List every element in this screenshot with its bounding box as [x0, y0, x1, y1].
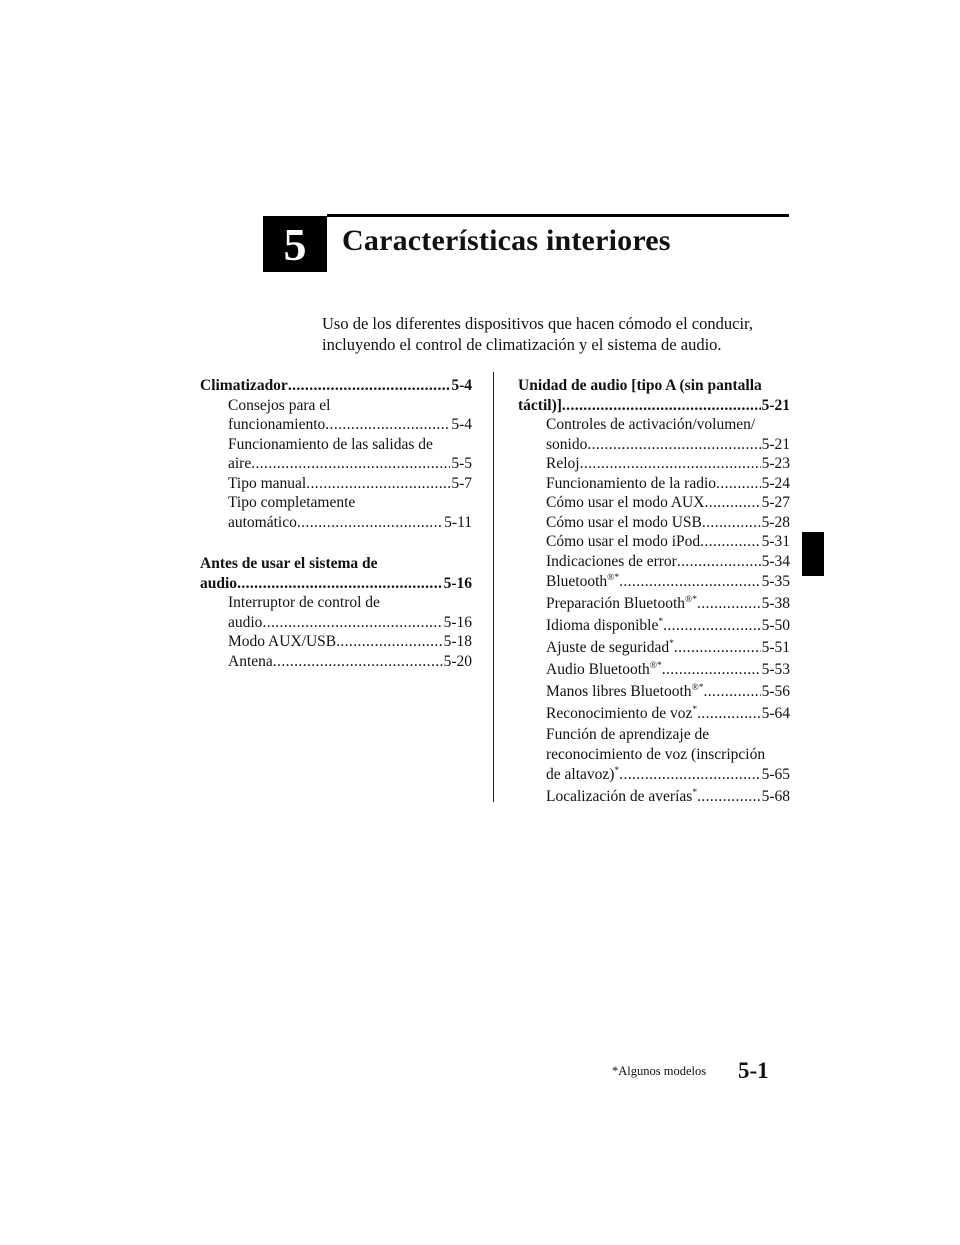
toc-entry-unidad[interactable]: táctil)] ..... 5-21 — [518, 396, 790, 416]
toc-right-column — [518, 376, 790, 808]
chapter-side-tab — [802, 532, 824, 576]
footnote-mark: ®* — [691, 683, 704, 693]
chapter-title: Características interiores — [342, 224, 671, 257]
toc-entry-unidad-line1[interactable]: Unidad de audio [tipo A (sin pantalla — [518, 377, 762, 394]
toc-entry-antes[interactable]: audio ..... 5-16 — [200, 574, 472, 594]
toc-entry-seguridad[interactable]: Ajuste de seguridad* ..... 5-51 — [518, 637, 790, 659]
footnote-algunos-modelos: *Algunos modelos — [612, 1064, 707, 1078]
toc-entry-tipo-auto[interactable]: automático ..... 5-11 — [200, 513, 472, 533]
toc-entry-idioma[interactable]: Idioma disponible* ..... 5-50 — [518, 615, 790, 637]
footnote-mark: ®* — [685, 595, 697, 605]
toc-entry-averias[interactable]: Localización de averías* ..... 5-68 — [518, 786, 790, 808]
toc-entry-preparacion-bluetooth[interactable]: Preparación Bluetooth®* ..... 5-38 — [518, 593, 790, 615]
toc-entry-aprendizaje-line2[interactable]: reconocimiento de voz (inscripción — [546, 745, 766, 763]
toc-entry-salidas-line1[interactable]: Funcionamiento de las salidas de — [228, 435, 433, 453]
intro-line: Uso de los diferentes dispositivos que hacen cómodo el conducir, — [322, 314, 753, 333]
toc-section-climatizador — [200, 376, 472, 532]
toc-entry-controles-line1[interactable]: Controles de activación/volumen/ — [546, 416, 756, 433]
footnote-mark: * — [614, 766, 620, 776]
chapter-intro — [322, 313, 792, 355]
footnote-mark: * — [658, 617, 664, 627]
toc-entry-audio-bluetooth[interactable]: Audio Bluetooth®* ..... 5-53 — [518, 659, 790, 681]
toc-entry-interruptor-line1[interactable]: Interruptor de control de — [228, 594, 380, 611]
toc-entry-antena[interactable]: Antena ..... 5-20 — [200, 652, 472, 672]
footnote-mark: * — [669, 639, 674, 649]
toc-entry-antes-line1[interactable]: Antes de usar el sistema de — [200, 555, 378, 572]
chapter-number: 5 — [283, 218, 307, 270]
toc-entry-radio[interactable]: Funcionamiento de la radio ..... 5-24 — [518, 474, 790, 494]
toc-entry-ipod[interactable]: Cómo usar el modo iPod ..... 5-31 — [518, 532, 790, 552]
toc-entry-reconocimiento-voz[interactable]: Reconocimiento de voz* ..... 5-64 — [518, 703, 790, 725]
page-number: 5-1 — [738, 1058, 769, 1083]
footnote-mark: ®* — [607, 573, 620, 583]
toc-entry-aprendizaje-line1[interactable]: Función de aprendizaje de — [546, 726, 710, 743]
toc-entry-salidas[interactable]: aire ..... 5-5 — [200, 454, 472, 474]
toc-entry-consejos-line1[interactable]: Consejos para el — [228, 396, 331, 414]
footnote-mark: ®* — [649, 661, 662, 671]
toc-entry-interruptor[interactable]: audio ..... 5-16 — [200, 613, 472, 633]
toc-entry-tipo-auto-line1[interactable]: Tipo completamente — [228, 494, 356, 511]
intro-line: incluyendo el control de climatización y el sistema de audio. — [322, 335, 722, 354]
chapter-title-rule — [327, 214, 789, 217]
chapter-number-box — [263, 216, 327, 272]
toc-section-antes — [200, 554, 472, 671]
toc-entry-reloj[interactable]: Reloj ..... 5-23 — [518, 454, 790, 474]
toc-entry-usb[interactable]: Cómo usar el modo USB ..... 5-28 — [518, 513, 790, 533]
toc-entry-bluetooth[interactable]: Bluetooth®* ..... 5-35 — [518, 571, 790, 593]
toc-left-column — [200, 376, 472, 693]
toc-entry-manos-libres[interactable]: Manos libres Bluetooth®* ..... 5-56 — [518, 681, 790, 703]
toc-entry-tipo-manual[interactable]: Tipo manual ..... 5-7 — [200, 474, 472, 494]
toc-entry-controles[interactable]: sonido ..... 5-21 — [518, 435, 790, 455]
toc-entry-modo-aux-usb[interactable]: Modo AUX/USB ..... 5-18 — [200, 632, 472, 652]
toc-entry-climatizador[interactable]: Climatizador ..... 5-4 — [200, 376, 472, 396]
toc-entry-aprendizaje[interactable]: de altavoz)* ..... 5-65 — [518, 764, 790, 786]
footnote-mark: * — [692, 788, 698, 798]
toc-entry-consejos[interactable]: funcionamiento ..... 5-4 — [200, 415, 472, 435]
toc-entry-aux[interactable]: Cómo usar el modo AUX ..... 5-27 — [518, 493, 790, 513]
footnote-mark: * — [692, 705, 698, 715]
column-divider — [493, 372, 494, 802]
toc-entry-errores[interactable]: Indicaciones de error ..... 5-34 — [518, 552, 790, 572]
